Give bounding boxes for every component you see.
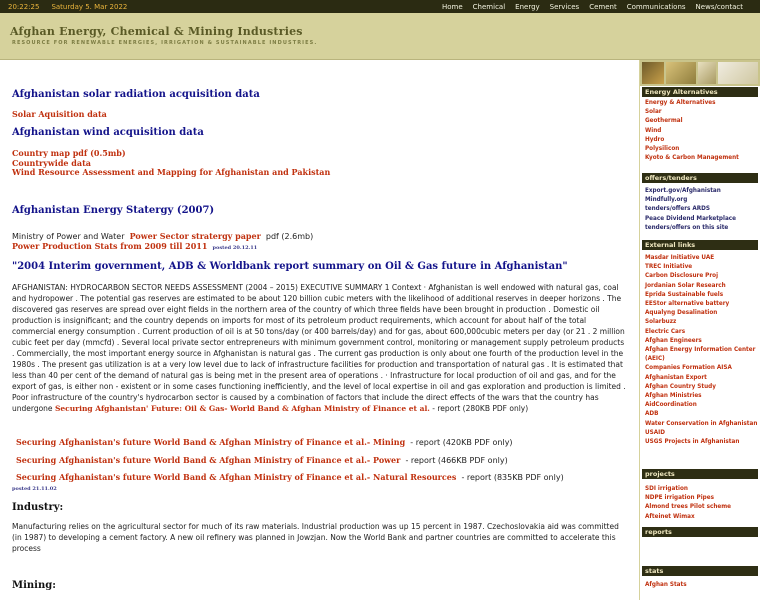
wind-assessment-link[interactable]: Wind Resource Assessment and Mapping for Afghanistan and Pakistan <box>12 167 331 177</box>
sidebar-item-adb[interactable]: ADB <box>645 411 659 418</box>
sidebar-item-companies-formation[interactable]: Companies Formation AISA <box>645 365 732 372</box>
sidebar-item-energy-alternatives[interactable]: Energy & Alternatives <box>645 100 716 106</box>
power-report-suffix: - report (466KB PDF only) <box>405 456 508 465</box>
sidebar-item-afghanistan-export[interactable]: Afghanistan Export <box>645 374 707 381</box>
sidebar-item-hydro[interactable]: Hydro <box>645 136 665 143</box>
top-nav <box>442 0 753 13</box>
sidebar-item-solar[interactable]: Solar <box>645 109 662 116</box>
sidebar-item-eestor[interactable]: EEStor alternative battery <box>645 301 730 308</box>
sidebar-item-geothermal[interactable]: Geothermal <box>645 118 683 125</box>
sidebar-item-aeic[interactable]: Afghan Energy Information Center (AEIC) <box>645 347 756 363</box>
sidebar-item-electric-cars[interactable]: Electric Cars <box>645 328 686 335</box>
sidebar-item-aidcoordination[interactable]: AidCoordination <box>645 402 697 409</box>
wind-country-map-link[interactable]: Country map pdf (0.5mb) <box>12 148 126 158</box>
sidebar-item-aqualyng[interactable]: Aqualyng Desalination <box>645 310 718 317</box>
report-paragraph-text: AFGHANISTAN: HYDROCARBON SECTOR NEEDS ASSESSMENT (2004 – 2015) EXECUTIVE SUMMARY 1 Context · Afghanistan is well endowed with natural gas, coal and hydropower . The potential gas reserves are estimated to be about 120 billion cubic meters with the likelihood of additional reserves in deeper horizons . The discovered gas reserves are spread over eight fields in the northern area of the country of which three fields have been brought in production . Domestic oil production is insignificant; and the country depends on imports for most of its petroleum product requirements, which account for about half of the total commercial energy consumption . Current production of oil is at 50 tons/day (or 400 barrels/day) and for gas, about 600,000cubic meters per day (or 21 . 2 million cubic feet per day (mmcfd) . Several local private sector entrepreneurs with minimum government control, monitoring or management supply petroleum products . Commercially, the most important energy source in Afghanistan is natural gas . The current gas production is only about one fourth of the production level in the 1980s . The present gas utilization is at a very low level due to lack of infrastructure facilities for production and transportation of natural gas . It is estimated that less than 40 per cent of the demand of natural gas is being met in the present area of operations . · Infrastructure for local production of oil and gas, and for the export of gas, is either non - existent or in some cases functioning inefficiently, and the level of local expertise in oil and gas exploration and production is limited . Poor infrastructure of the country's hydrocarbon sector is caused by a combination of factors that include the direct effects of the wars that the country has undergone <box>12 283 626 413</box>
energy-alternatives-list <box>642 99 758 163</box>
power-stats-link[interactable]: Power Production Stats from 2009 till 2011 <box>12 241 208 251</box>
sidebar-item-jordanian-solar[interactable]: Jordanian Solar Research <box>645 282 726 289</box>
sidebar-item-masdar[interactable]: Masdar Initiative UAE <box>645 255 715 261</box>
mining-report-line <box>16 430 513 449</box>
stats-posted-date: posted 20.12.11 <box>212 245 258 251</box>
industry-heading: Industry: <box>12 502 64 513</box>
site-title[interactable]: Afghan Energy, Chemical & Mining Industries <box>10 25 303 38</box>
stats-header: stats <box>642 566 758 576</box>
energy-photo-2 <box>666 62 696 84</box>
sidebar-item-sdi-irrigation[interactable]: SDI irrigation <box>645 486 688 492</box>
sidebar-item-kyoto[interactable]: Kyoto & Carbon Management <box>645 155 739 162</box>
nav-energy[interactable]: Energy <box>515 2 540 11</box>
industry-paragraph: Manufacturing relies on the agricultural sector for much of its raw materials. Industrial production was up 15 percent in 1987. Czechoslovakia aid was committed (in 1987) to developing a cement factory. A new oil refinery was planned in Jowzjan. Now the World Bank and partner countries are committed to accelerate this process <box>12 522 619 553</box>
energy-photo-3 <box>698 62 716 84</box>
sidebar-item-usgs[interactable]: USGS Projects in Afghanistan <box>645 439 740 446</box>
stats-list <box>642 581 758 590</box>
nav-home[interactable]: Home <box>442 2 463 11</box>
energy-photo-4 <box>718 62 758 84</box>
mining-heading: Mining: <box>12 580 56 591</box>
sidebar-item-trec[interactable]: TREC Initiative <box>645 264 693 271</box>
stats-line <box>12 234 257 253</box>
sidebar-item-carbon-disclosure[interactable]: Carbon Disclosure Proj <box>645 273 719 280</box>
external-links-list <box>642 254 758 447</box>
nav-news-contact[interactable]: News/contact <box>695 2 744 11</box>
energy-photo-1 <box>642 62 664 84</box>
sidebar-item-ndpe-pipes[interactable]: NDPE irrigation Pipes <box>645 495 714 502</box>
mining-report-suffix: - report (420KB PDF only) <box>410 438 513 447</box>
sidebar-item-afghan-stats[interactable]: Afghan Stats <box>645 582 687 588</box>
sidebar-item-afteinet-wimax[interactable]: Afteinet Wimax <box>645 513 695 520</box>
oil-gas-report-link[interactable]: Securing Afghanistan' Future: Oil & Gas- World Band & Afghan Ministry of Finance et al. <box>54 404 430 413</box>
site-tagline: RESOURCE FOR RENEWABLE ENERGIES, IRRIGATION & SUSTAINABLE INDUSTRIES. <box>12 40 318 46</box>
natural-resources-report-line <box>16 465 564 484</box>
offers-tenders-header: offers/tenders <box>642 173 758 183</box>
sidebar-image-strip <box>640 60 760 86</box>
projects-list <box>642 485 758 522</box>
strategy-prefix: Ministry of Power and Water <box>12 232 125 241</box>
reports-header: reports <box>642 527 758 537</box>
main-content <box>0 60 640 600</box>
projects-header: projects <box>642 469 758 479</box>
sidebar-item-export-gov[interactable]: Export.gov/Afghanistan <box>645 188 721 194</box>
sidebar-item-polysilicon[interactable]: Polysilicon <box>645 146 680 153</box>
strategy-suffix: pdf (2.6mb) <box>265 232 314 241</box>
sidebar-item-usaid[interactable]: USAID <box>645 429 665 436</box>
report-posted-date: posted 21.11.02 <box>12 486 57 492</box>
sidebar-item-wind[interactable]: Wind <box>645 127 662 134</box>
oil-gas-report-suffix: - report (280KB PDF only) <box>432 404 529 413</box>
sidebar-item-mindfully[interactable]: Mindfully.org <box>645 197 688 204</box>
wind-heading: Afghanistan wind acquisition data <box>12 127 204 138</box>
external-links-header: External links <box>642 240 758 250</box>
natural-resources-report-link[interactable]: Securing Afghanistan's future World Band & Afghan Ministry of Finance et al.- Natural Resources <box>16 472 457 482</box>
nav-communications[interactable]: Communications <box>626 2 686 11</box>
sidebar-item-peace-dividend[interactable]: Peace Dividend Marketplace <box>645 215 737 222</box>
sidebar-item-tenders-ards[interactable]: tenders/offers ARDS <box>645 206 710 213</box>
wind-countrywide-link[interactable]: Countrywide data <box>12 158 91 168</box>
sidebar-item-country-study[interactable]: Afghan Country Study <box>645 383 716 390</box>
power-report-link[interactable]: Securing Afghanistan's future World Band & Afghan Ministry of Finance et al.- Power <box>16 455 401 465</box>
sidebar-item-eprida[interactable]: Eprida Sustainable fuels <box>645 291 724 298</box>
natural-resources-report-suffix: - report (835KB PDF only) <box>461 473 564 482</box>
sidebar-item-afghan-engineers[interactable]: Afghan Engineers <box>645 337 702 344</box>
report-paragraph <box>12 282 626 414</box>
energy-alternatives-header: Energy Alternatives <box>642 87 758 97</box>
nav-chemical[interactable]: Chemical <box>472 2 506 11</box>
sidebar-item-almond-trees[interactable]: Almond trees Pilot scheme <box>645 504 732 511</box>
strategy-paper-link[interactable]: Power Sector stratergy paper <box>129 231 261 241</box>
solar-data-link[interactable]: Solar Aquisition data <box>12 109 107 119</box>
sidebar-item-ministries[interactable]: Afghan Ministries <box>645 393 702 400</box>
sidebar <box>640 60 760 600</box>
report-heading: "2004 Interim government, ADB & Worldbank report summary on Oil & Gas future in Afghanistan" <box>12 261 568 272</box>
mining-report-link[interactable]: Securing Afghanistan's future World Band & Afghan Ministry of Finance et al.- Mining <box>16 437 406 447</box>
sidebar-item-water-conservation[interactable]: Water Conservation in Afghanistan <box>645 420 758 427</box>
offers-tenders-list <box>642 187 758 233</box>
top-bar <box>0 0 760 13</box>
site-header <box>0 13 760 60</box>
nav-cement[interactable]: Cement <box>589 2 617 11</box>
nav-services[interactable]: Services <box>549 2 580 11</box>
clock-date: Saturday 5. Mar 2022 <box>51 2 128 11</box>
sidebar-item-solarbuzz[interactable]: Solarbuzz <box>645 319 677 326</box>
clock-time: 20:22:25 <box>8 2 40 11</box>
sidebar-item-tenders-site[interactable]: tenders/offers on this site <box>645 224 729 231</box>
strategy-heading: Afghanistan Energy Statergy (2007) <box>12 205 215 216</box>
solar-heading: Afghanistan solar radiation acquisition data <box>12 89 260 100</box>
